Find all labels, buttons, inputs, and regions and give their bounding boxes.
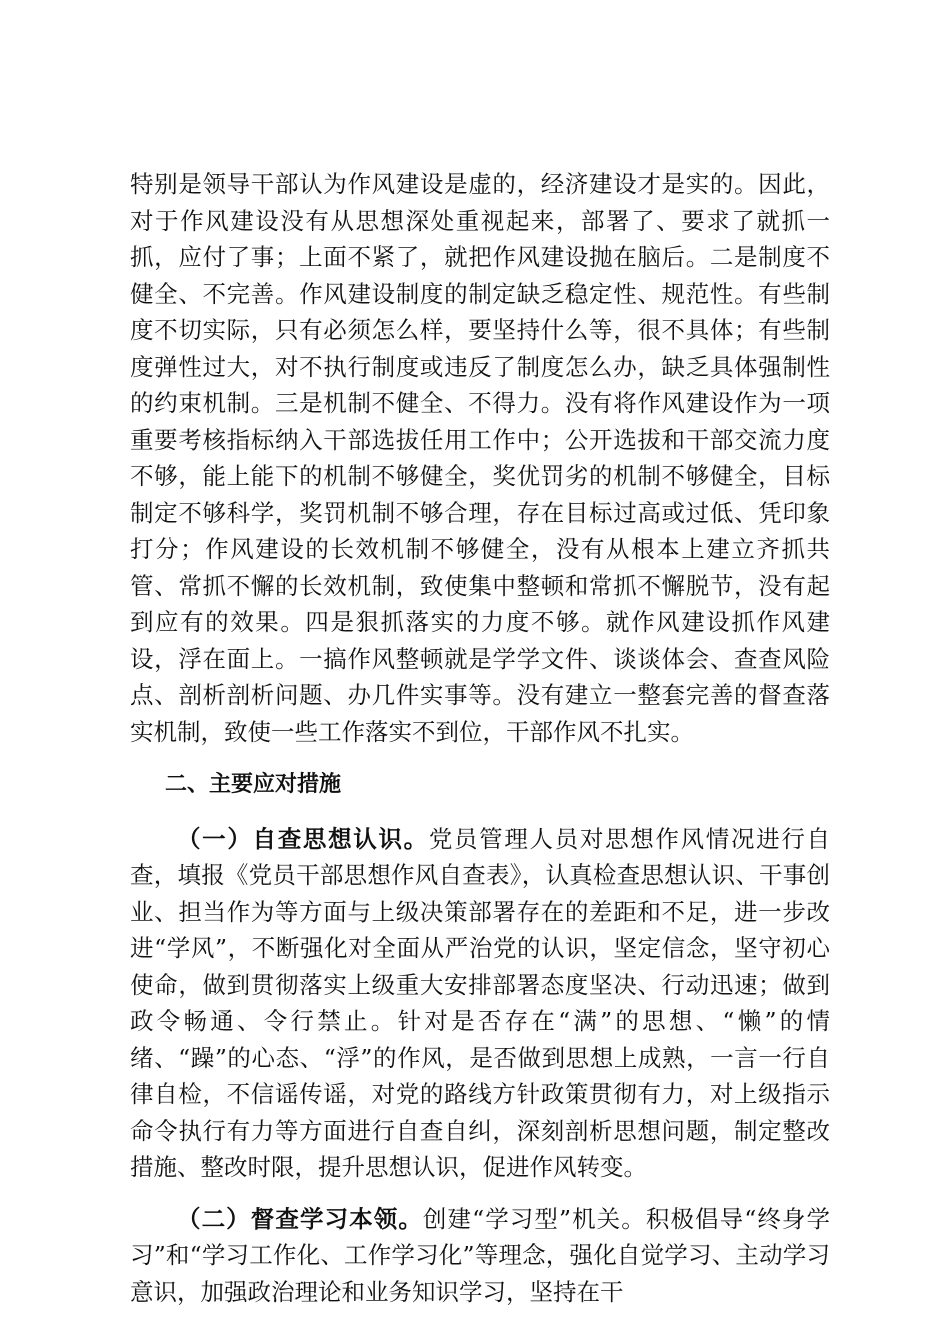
measure-item-2-text: 创建“学习型”机关。积极倡导“终身学习”和“学习工作化、工作学习化”等理念，强化自觉学习、主动学习意识，加强政治理论和业务知识学习，坚持在干 <box>130 1204 831 1306</box>
document-page <box>130 166 830 1310</box>
measure-item-1 <box>130 821 830 1186</box>
body-paragraph: 特别是领导干部认为作风建设是虚的，经济建设才是实的。因此，对于作风建设没有从思想深处重视起来，部署了、要求了就抓一抓，应付了事；上面不紧了，就把作风建设抛在脑后。二是制度不健全、不完善。作风建设制度的制定缺乏稳定性、规范性。有些制度不切实际，只有必须怎么样，要坚持什么等，很不具体；有些制度弹性过大，对不执行制度或违反了制度怎么办，缺乏具体强制性的约束机制。三是机制不健全、不得力。没有将作风建设作为一项重要考核指标纳入干部选拔任用工作中；公开选拔和干部交流力度不够，能上能下的机制不够健全，奖优罚劣的机制不够健全，目标制定不够科学，奖罚机制不够合理，存在目标过高或过低、凭印象打分；作风建设的长效机制不够健全，没有从根本上建立齐抓共管、常抓不懈的长效机制，致使集中整顿和常抓不懈脱节，没有起到应有的效果。四是狠抓落实的力度不够。就作风建设抓作风建设，浮在面上。一搞作风整顿就是学学文件、谈谈体会、查查风险点、剖析剖析问题、办几件实事等。没有建立一整套完善的督查落实机制，致使一些工作落实不到位，干部作风不扎实。 <box>130 170 830 746</box>
measure-item-2 <box>130 1201 830 1311</box>
measure-item-2-title: （二）督查学习本领。 <box>177 1204 423 1233</box>
section-heading: 二、主要应对措施 <box>165 772 342 797</box>
measure-item-1-text: 党员管理人员对思想作风情况进行自查，填报《党员干部思想作风自查表》，认真检查思想认识、干事创业、担当作为等方面与上级决策部署存在的差距和不足，进一步改进“学风”，不断强化对全面从严治党的认识，坚定信念，坚守初心使命，做到贯彻落实上级重大安排部署态度坚决、行动迅速；做到政令畅通、令行禁止。针对是否存在“满”的思想、“懒”的情绪、“躁”的心态、“浮”的作风，是否做到思想上成熟，一言一行自律自检，不信谣传谣，对党的路线方针政策贯彻有力，对上级指示命令执行有力等方面进行自查自纠，深刻剖析思想问题，制定整改措施、整改时限，提升思想认识，促进作风转变。 <box>130 824 831 1181</box>
measure-item-1-title: （一）自查思想认识。 <box>177 824 429 853</box>
